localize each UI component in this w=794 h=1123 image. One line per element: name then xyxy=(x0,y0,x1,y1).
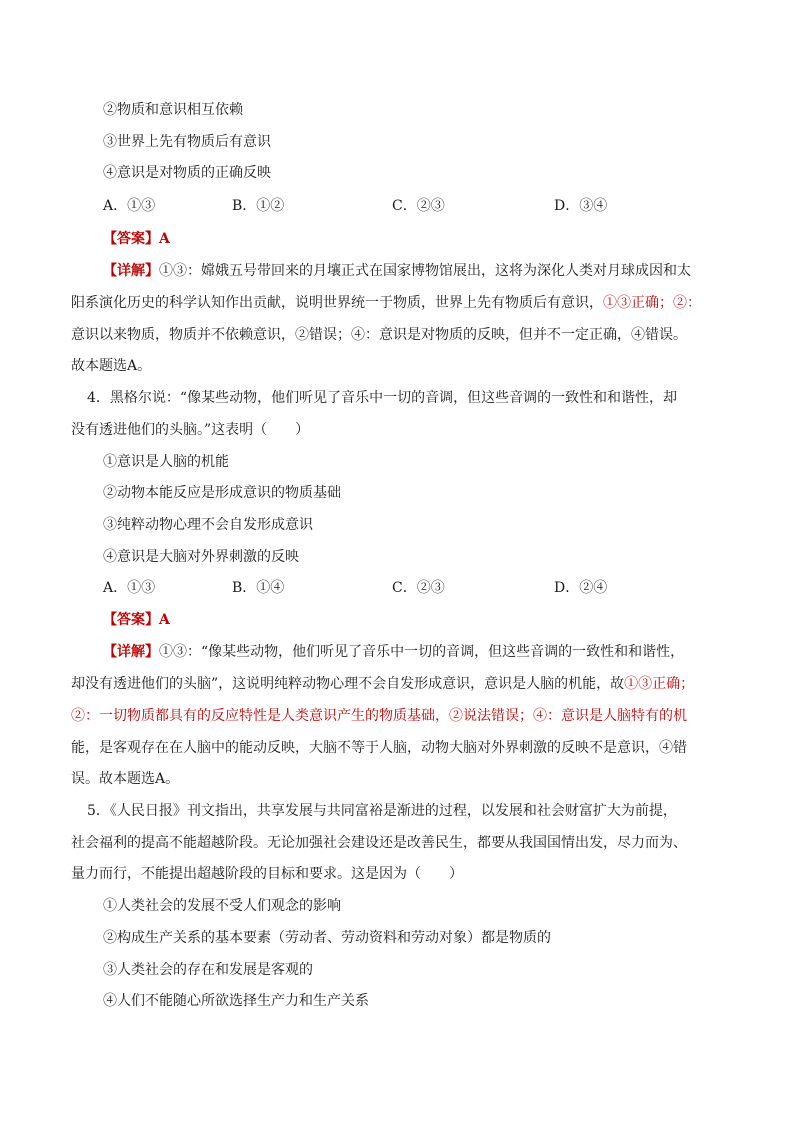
q3-answer xyxy=(103,229,170,249)
q4-option-3: ③纯粹动物心理不会自发形成意识 xyxy=(103,517,313,533)
q5-option-4: ④人们不能随心所欲选择生产力和生产关系 xyxy=(103,993,369,1009)
q4-detail-line-5: 误。故本题选A。 xyxy=(71,771,180,787)
q3-detail-line-4: 故本题选A。 xyxy=(71,358,152,374)
q3-choice-d: D．③④ xyxy=(554,198,608,214)
q5-stem-line-2: 社会福利的提高不能超越阶段。无论加强社会建设还是改善民生，都要从我国国情出发，尽力而为、 xyxy=(71,835,687,851)
q5-stem-line-1: 5．《人民日报》刊文指出，共享发展与共同富裕是渐进的过程，以发展和社会财富扩大为前提， xyxy=(87,803,677,819)
detail-text-red: ①③正确； xyxy=(624,676,695,692)
answer-value: A xyxy=(159,612,170,628)
q5-option-1: ①人类社会的发展不受人们观念的影响 xyxy=(103,898,341,914)
q3-option-2: ②物质和意识相互依赖 xyxy=(103,102,243,118)
detail-text: 阳系演化历史的科学认知作出贡献，说明世界统一于物质，世界上先有物质后有意识， xyxy=(71,295,603,311)
q3-choice-a: A．①③ xyxy=(103,198,156,214)
q4-choice-d: D．②④ xyxy=(554,580,608,596)
q3-choice-b: B．①② xyxy=(232,198,285,214)
q4-option-1: ①意识是人脑的机能 xyxy=(103,454,229,470)
detail-tag: 【详解】 xyxy=(103,644,159,660)
q4-choice-b: B．①④ xyxy=(232,580,285,596)
q3-choice-c: C．②③ xyxy=(392,198,445,214)
q5-stem-line-3: 量力而行，不能提出超越阶段的目标和要求。这是因为（ ） xyxy=(71,866,463,882)
q5-option-2: ②构成生产关系的基本要素（劳动者、劳动资料和劳动对象）都是物质的 xyxy=(103,930,551,946)
q4-detail-line-3: ②：一切物质都具有的反应特性是人类意识产生的物质基础，②说法错误；④：意识是人脑特有的机 xyxy=(71,708,687,724)
q4-option-4: ④意识是大脑对外界刺激的反映 xyxy=(103,549,299,565)
q4-option-2: ②动物本能反应是形成意识的物质基础 xyxy=(103,485,341,501)
q4-detail-line-4: 能，是客观存在在人脑中的能动反映，大脑不等于人脑，动物大脑对外界刺激的反映不是意识，④错 xyxy=(71,740,687,756)
q4-answer xyxy=(103,610,170,630)
answer-tag: 【答案】 xyxy=(103,612,159,628)
detail-text: ①③：嫦娥五号带回来的月壤正式在国家博物馆展出，这将为深化人类对月球成因和太 xyxy=(159,263,691,279)
q5-option-3: ③人类社会的存在和发展是客观的 xyxy=(103,962,313,978)
q4-detail-line-1 xyxy=(103,642,684,662)
q4-choice-a: A．①③ xyxy=(103,580,156,596)
answer-value: A xyxy=(159,231,170,247)
q3-option-3: ③世界上先有物质后有意识 xyxy=(103,134,271,150)
q3-detail-line-1 xyxy=(103,261,691,281)
q4-detail-line-2 xyxy=(71,674,694,694)
q4-choice-c: C．②③ xyxy=(392,580,445,596)
answer-tag: 【答案】 xyxy=(103,231,159,247)
q4-stem-line-2: 没有透进他们的头脑。”这表明（ ） xyxy=(71,422,310,438)
detail-text: ①③：“像某些动物，他们听见了音乐中一切的音调，但这些音调的一致性和和谐性， xyxy=(159,644,685,660)
q3-detail-line-3: 意识以来物质，物质并不依赖意识，②错误；④：意识是对物质的反映，但并不一定正确，④错误。 xyxy=(71,327,687,343)
detail-text: 却没有透进他们的头脑”，这说明纯粹动物心理不会自发形成意识，意识是人脑的机能，故 xyxy=(71,676,625,692)
detail-tag: 【详解】 xyxy=(103,263,159,279)
q4-stem-line-1: 4．黑格尔说：“像某些动物，他们听见了音乐中一切的音调，但这些音调的一致性和和谐性，却 xyxy=(87,390,678,406)
q3-option-4: ④意识是对物质的正确反映 xyxy=(103,165,271,181)
detail-text-red: ①③正确；②： xyxy=(603,295,701,311)
q3-detail-line-2 xyxy=(71,293,701,313)
